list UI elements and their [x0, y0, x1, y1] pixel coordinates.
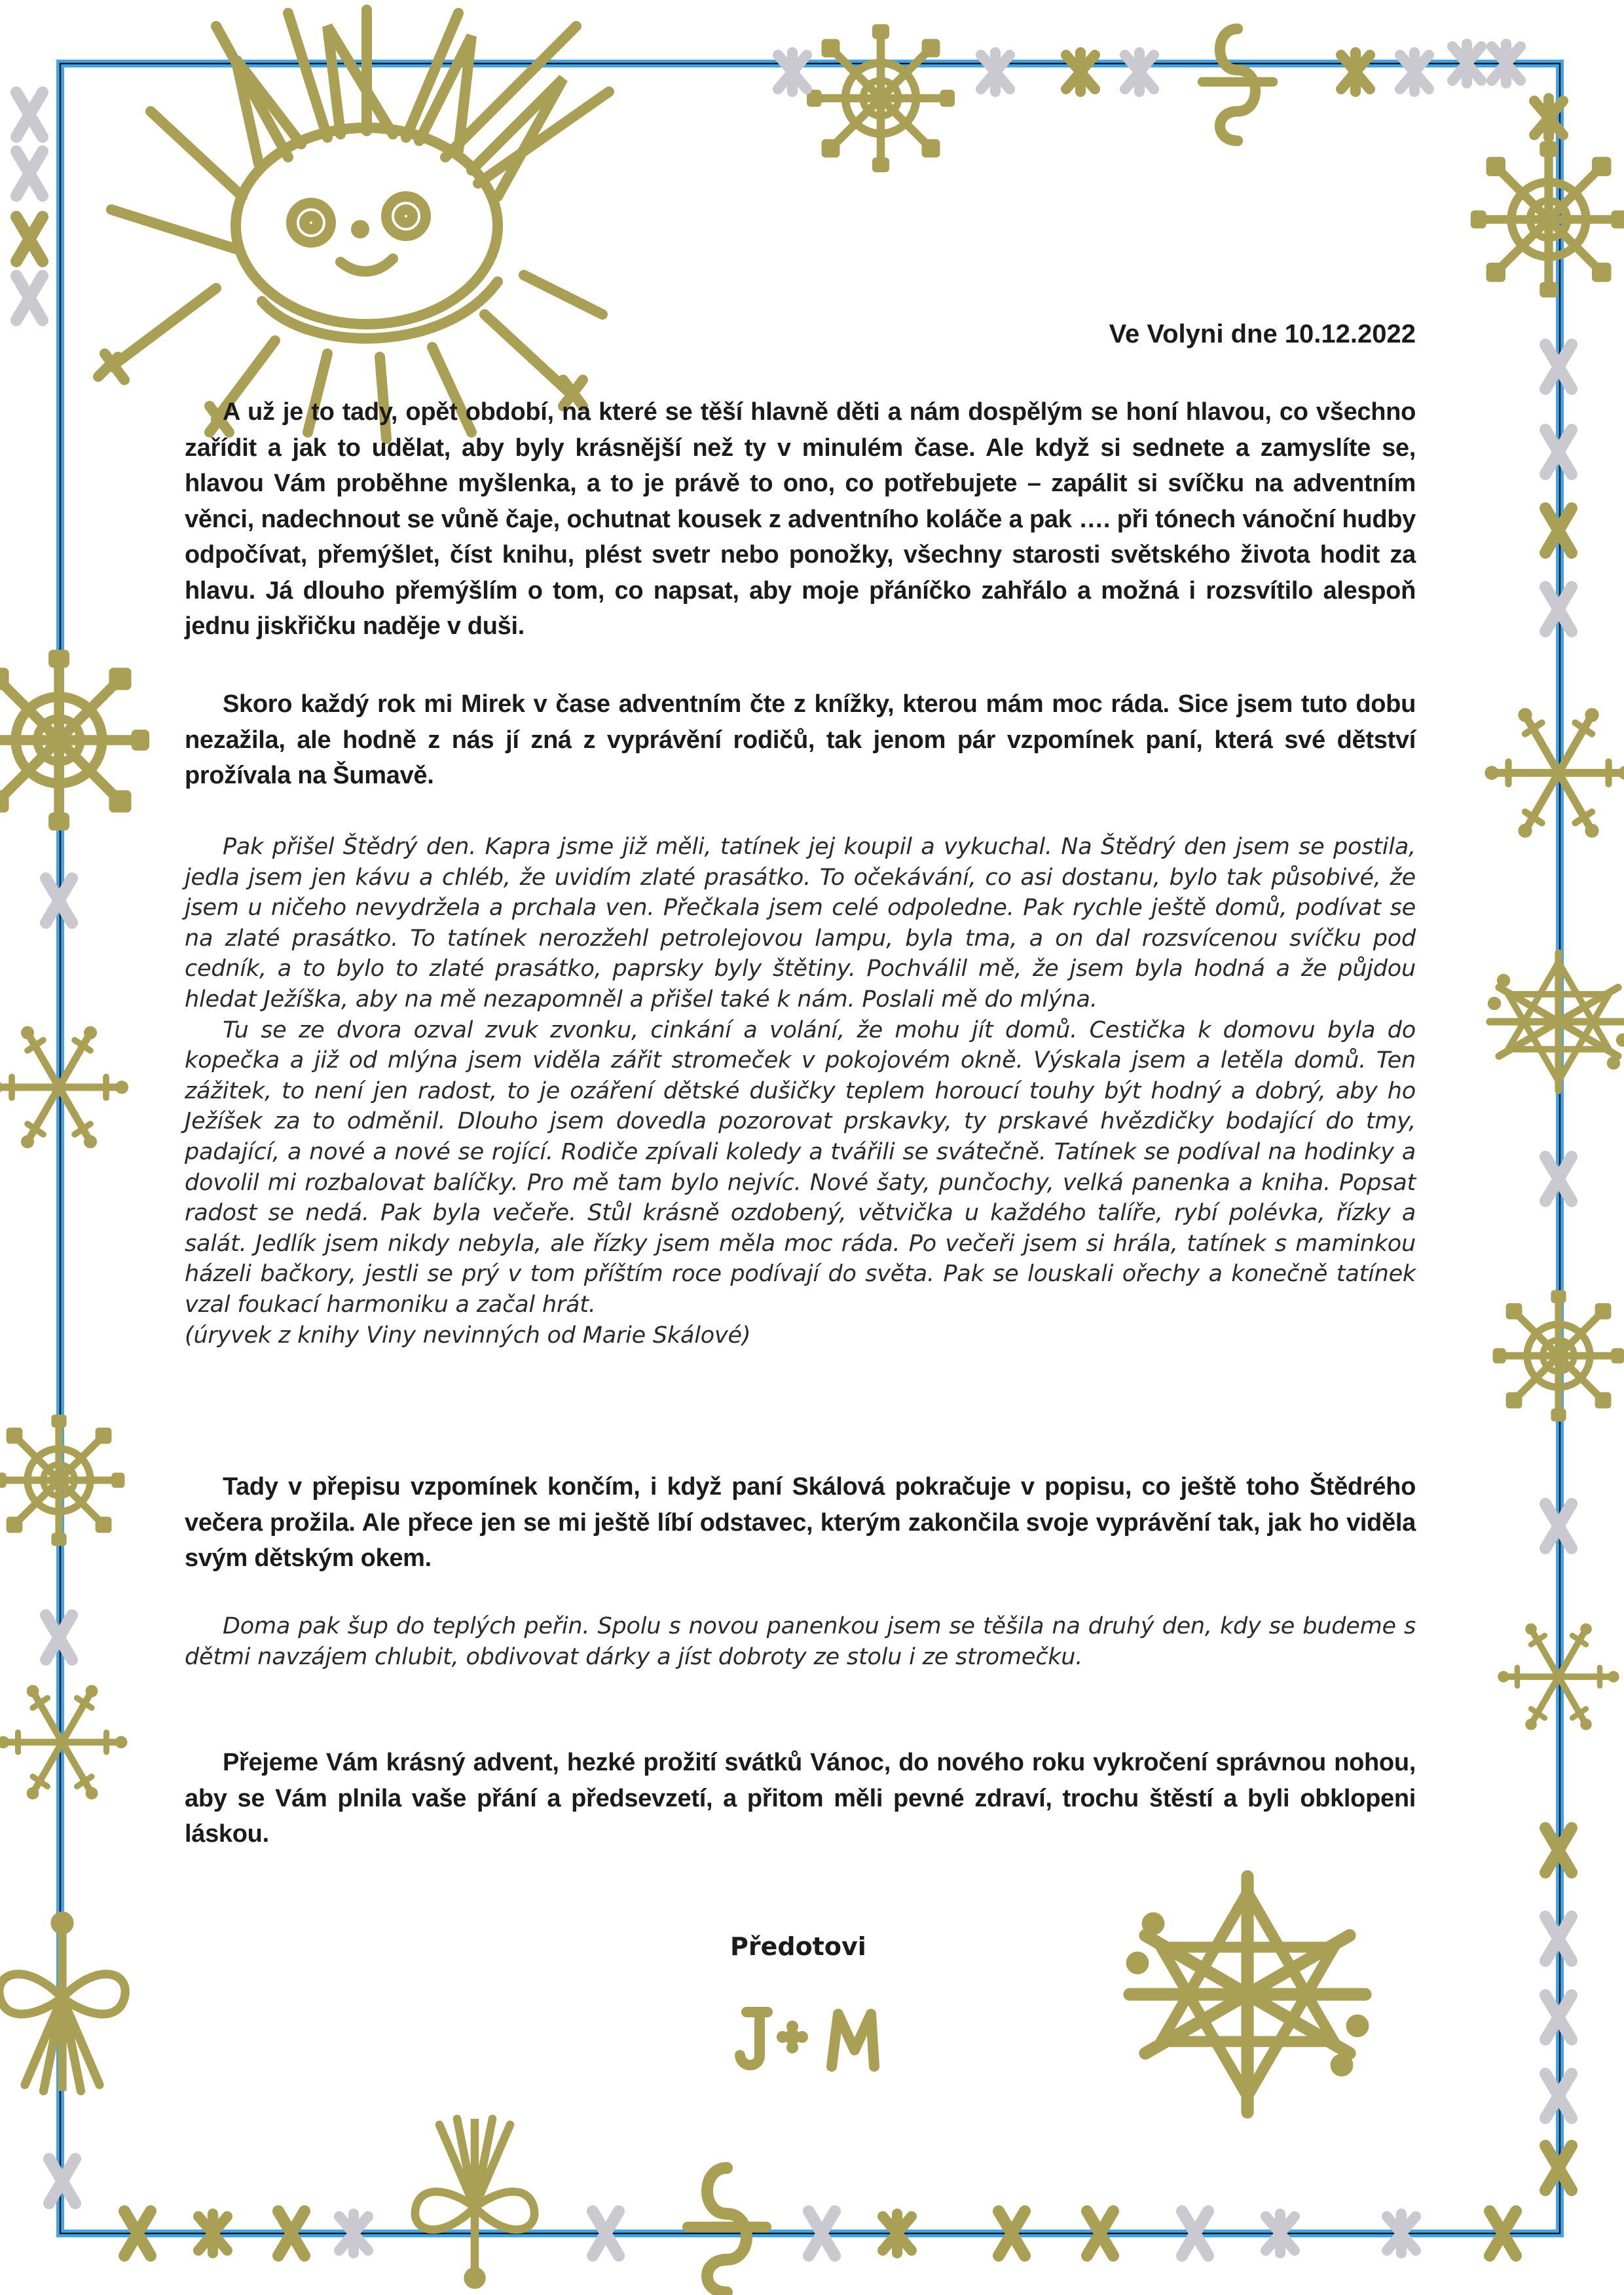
paragraph-text: Přejeme Vám krásný advent, hezké prožití svátků Vánoc, do nového roku vykročení správnou nohou, aby se Vám plnila vaše přání a předsevzetí, a přitom měli pevné zdraví, trochu štěstí a byli obklopeni láskou.	[185, 1749, 1416, 1848]
paragraph-text: Skoro každý rok mi Mirek v čase adventním čte z knížky, kterou mám moc ráda. Sice jsem tuto dobu nezažila, ale hodně z nás jí zná z vyprávění rodičů, tak jenom pár vzpomínek paní, která své dětství prožívala na Šumavě.	[185, 690, 1416, 789]
bottom-border-ornaments	[124, 2119, 1516, 2292]
excerpt-paragraph: Pak přišel Štědrý den. Kapra jsme již měli, tatínek jej koupil a vykuchal. Na Štědrý den jsem se postila, jedla jsem jen kávu a chléb, že uvidím zlaté prasátko. To očekávání, co asi dostanu, bylo tak působivé, že jsem u ničeho nevydržela a prchala ven. Přečkala jsem celé odpoledne. Pak rychle ještě domů, podívat se na zlaté prasátko. To tatínek nerozžehl petrolejovou lampu, byla tma, a on dal rozsvícenou svíčku pod cedník, a to bylo to zlaté prasátko, paprsky byly štětiny. Pochválil mě, že jsem byla hodná a že půjdou hledat Ježíška, aby na mě nezapomněl a přišel také k nám. Poslali mě do mlýna.	[185, 834, 1416, 1013]
paragraph-text: Tady v přepisu vzpomínek končím, i když paní Skálová pokračuje v popisu, co ještě toho Štědrého večera prožila. Ale přece jen se mi ještě líbí odstavec, kterým zakončila svoje vyprávění tak, jak ho viděla svým dětským okem.	[185, 1473, 1416, 1572]
signature: Předotovi	[730, 1932, 866, 1961]
excerpt-paragraph: Doma pak šup do teplých peřin. Spolu s novou panenkou jsem se těšila na druhý den, kdy se budeme s dětmi navzájem chlubit, obdivovat dárky a jíst dobroty ze stolu i ze stromečku.	[185, 1613, 1416, 1670]
paragraph-mirek	[185, 686, 1416, 794]
left-border-ornaments	[0, 92, 149, 2203]
sun-face-icon	[98, 10, 609, 439]
excerpt-source: (úryvek z knihy Viny nevinných od Marie Skálové)	[185, 1322, 751, 1349]
paragraph-transcript-end	[185, 1469, 1416, 1577]
snowflake-bottom-right	[1126, 1876, 1369, 2112]
paragraph-wishes	[185, 1745, 1416, 1852]
right-border-ornaments	[1471, 98, 1624, 2190]
quoted-excerpt	[185, 832, 1416, 1351]
top-border-ornaments	[778, 24, 1521, 172]
paragraph-text: A už je to tady, opět období, na které se těší hlavně děti a nám dospělým se honí hlavou, co všechno zařídit a jak to udělat, aby byly krásnější než ty v minulém čase. Ale když si sednete a zamyslíte se, hlavou Vám proběhne myšlenka, a to je právě to ono, co potřebujete – zapálit si svíčku na adventním věnci, nadechnout se vůně čaje, ochutnat kousek z adventního koláče a pak …. při tónech vánoční hudby odpočívat, přemýšlet, číst knihu, plést svetr nebo ponožky, všechny starosti světského života hodit za hlavu. Já dlouho přemýšlím o tom, co napsat, aby moje přáníčko zahřálo a možná i rozsvítilo alespoň jednu jiskřičku naděje v duši.	[185, 398, 1416, 640]
initials-monogram	[733, 2004, 891, 2076]
excerpt-paragraph: Tu se ze dvora ozval zvuk zvonku, cinkání a volání, že mohu jít domů. Cestička k domovu byla do kopečka a již od mlýna jsem viděla zářit stromeček v pokojovém okně. Výskala jsem a letěla domů. Ten zážitek, to není jen radost, to je ozáření dětské dušičky teplem horoucí touhy být hodný a dobrý, aby ho Ježíšek za to odměnil. Dlouho jsem dovedla pozorovat prskavky, ty prskavé hvězdičky bodající do tmy, padající, a nové a nové se rojící. Rodiče zpívali koledy a tvářili se svátečně. Tatínek se podíval na hodinky a dovolil mi rozbalovat balíčky. Pro mě tam bylo nejvíc. Nové šaty, punčochy, velká panenka a kniha. Popsat radost se nedá. Pak byla večeře. Stůl krásně ozdobený, větvička u každého talíře, rybí polévka, řízky a salát. Jedlík jsem nikdy nebyla, ale řízky jsem měla moc ráda. Po večeři jsem si hrála, tatínek s maminkou házeli bačkory, jestli se prý v tom příštím roce podívají do světa. Pak se louskali ořechy a konečně tatínek vzal foukací harmoniku a začal hrát.	[185, 1017, 1416, 1318]
date-line: Ve Volyni dne 10.12.2022	[1109, 320, 1416, 348]
quoted-ending	[185, 1611, 1416, 1672]
paragraph-intro	[185, 394, 1416, 644]
